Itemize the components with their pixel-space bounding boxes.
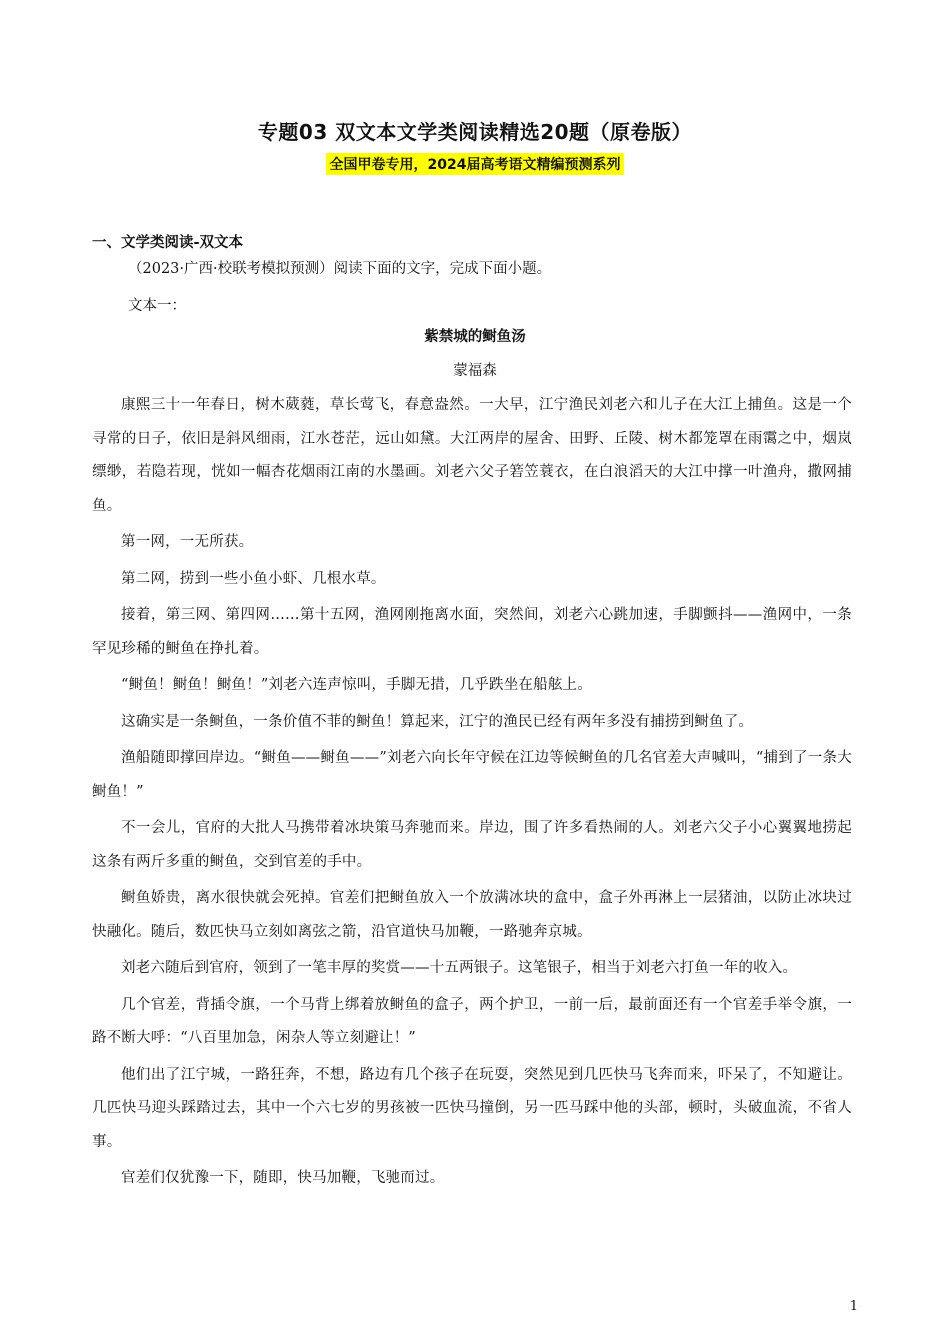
paragraph: 刘老六随后到官府，领到了一笔丰厚的奖赏——十五两银子。这笔银子，相当于刘老六打鱼一年的收入。 (121, 960, 798, 976)
story-title: 紫禁城的鲥鱼汤 (424, 328, 526, 345)
paragraph: 官差们仅犹豫一下，随即，快马加鞭，飞驰而过。 (121, 1170, 445, 1186)
paragraph: 几个官差，背插令旗，一个马背上绑着放鲥鱼的盒子，两个护卫，一前一后，最前面还有一个官差手举令旗，一路不断大呼：“八百里加急，闲杂人等立刻避让！” (92, 996, 852, 1046)
highlighted-subtitle: 全国甲卷专用，2024届高考语文精编预测系列 (326, 153, 625, 175)
paragraph: 康熙三十一年春日，树木葳蕤，草长莺飞，春意盎然。一大早，江宁渔民刘老六和儿子在大江上捕鱼。这是一个寻常的日子，依旧是斜风细雨，江水苍茫，远山如黛。大江两岸的屋舍、田野、丘陵、树木都笼罩在雨霭之中，烟岚缥缈，若隐若现，恍如一幅杏花烟雨江南的水墨画。刘老六父子箬笠蓑衣，在白浪滔天的大江中撑一叶渔舟，撒网捕鱼。 (92, 397, 852, 514)
story-body (92, 389, 852, 1199)
text-label: 文本一： (128, 298, 186, 314)
paragraph: 第一网，一无所获。 (121, 534, 254, 550)
question-intro: （2023·广西·校联考模拟预测）阅读下面的文字，完成下面小题。 (128, 261, 552, 277)
paragraph: 鲥鱼娇贵，离水很快就会死掉。官差们把鲥鱼放入一个放满冰块的盒中，盒子外再淋上一层猪油，以防止冰块过快融化。随后，数匹快马立刻如离弦之箭，沿官道快马加鞭，一路驰奔京城。 (92, 890, 852, 940)
paragraph: 渔船随即撑回岸边。“鲥鱼——鲥鱼——”刘老六向长年守候在江边等候鲥鱼的几名官差大声喊叫，“捕到了一条大鲥鱼！” (92, 750, 852, 800)
story-author: 蒙福森 (453, 363, 497, 379)
paragraph: 这确实是一条鲥鱼，一条价值不菲的鲥鱼！算起来，江宁的渔民已经有两年多没有捕捞到鲥鱼了。 (121, 713, 754, 730)
paragraph: “鲥鱼！鲥鱼！鲥鱼！”刘老六连声惊叫，手脚无措，几乎跌坐在船舷上。 (121, 677, 592, 693)
paragraph: 他们出了江宁城，一路狂奔，不想，路边有几个孩子在玩耍，突然见到几匹快马飞奔而来，吓呆了，不知避让。几匹快马迎头踩踏过去，其中一个六七岁的男孩被一匹快马撞倒，另一匹马踩中他的头部，顿时，头破血流，不省人事。 (92, 1066, 852, 1150)
document-title: 专题03 双文本文学类阅读精选20题（原卷版） (257, 120, 693, 144)
paragraph: 第二网，捞到一些小鱼小虾、几根水草。 (121, 570, 386, 587)
page-number: 1 (849, 1299, 858, 1314)
section-heading: 一、文学类阅读-双文本 (92, 235, 244, 251)
paragraph: 接着，第三网、第四网……第十五网，渔网刚拖离水面，突然间，刘老六心跳加速，手脚颤抖——渔网中，一条罕见珍稀的鲥鱼在挣扎着。 (92, 607, 852, 657)
subtitle-container (0, 153, 950, 175)
paragraph: 不一会儿，官府的大批人马携带着冰块策马奔驰而来。岸边，围了许多看热闹的人。刘老六父子小心翼翼地捞起这条有两斤多重的鲥鱼，交到官差的手中。 (92, 820, 852, 870)
